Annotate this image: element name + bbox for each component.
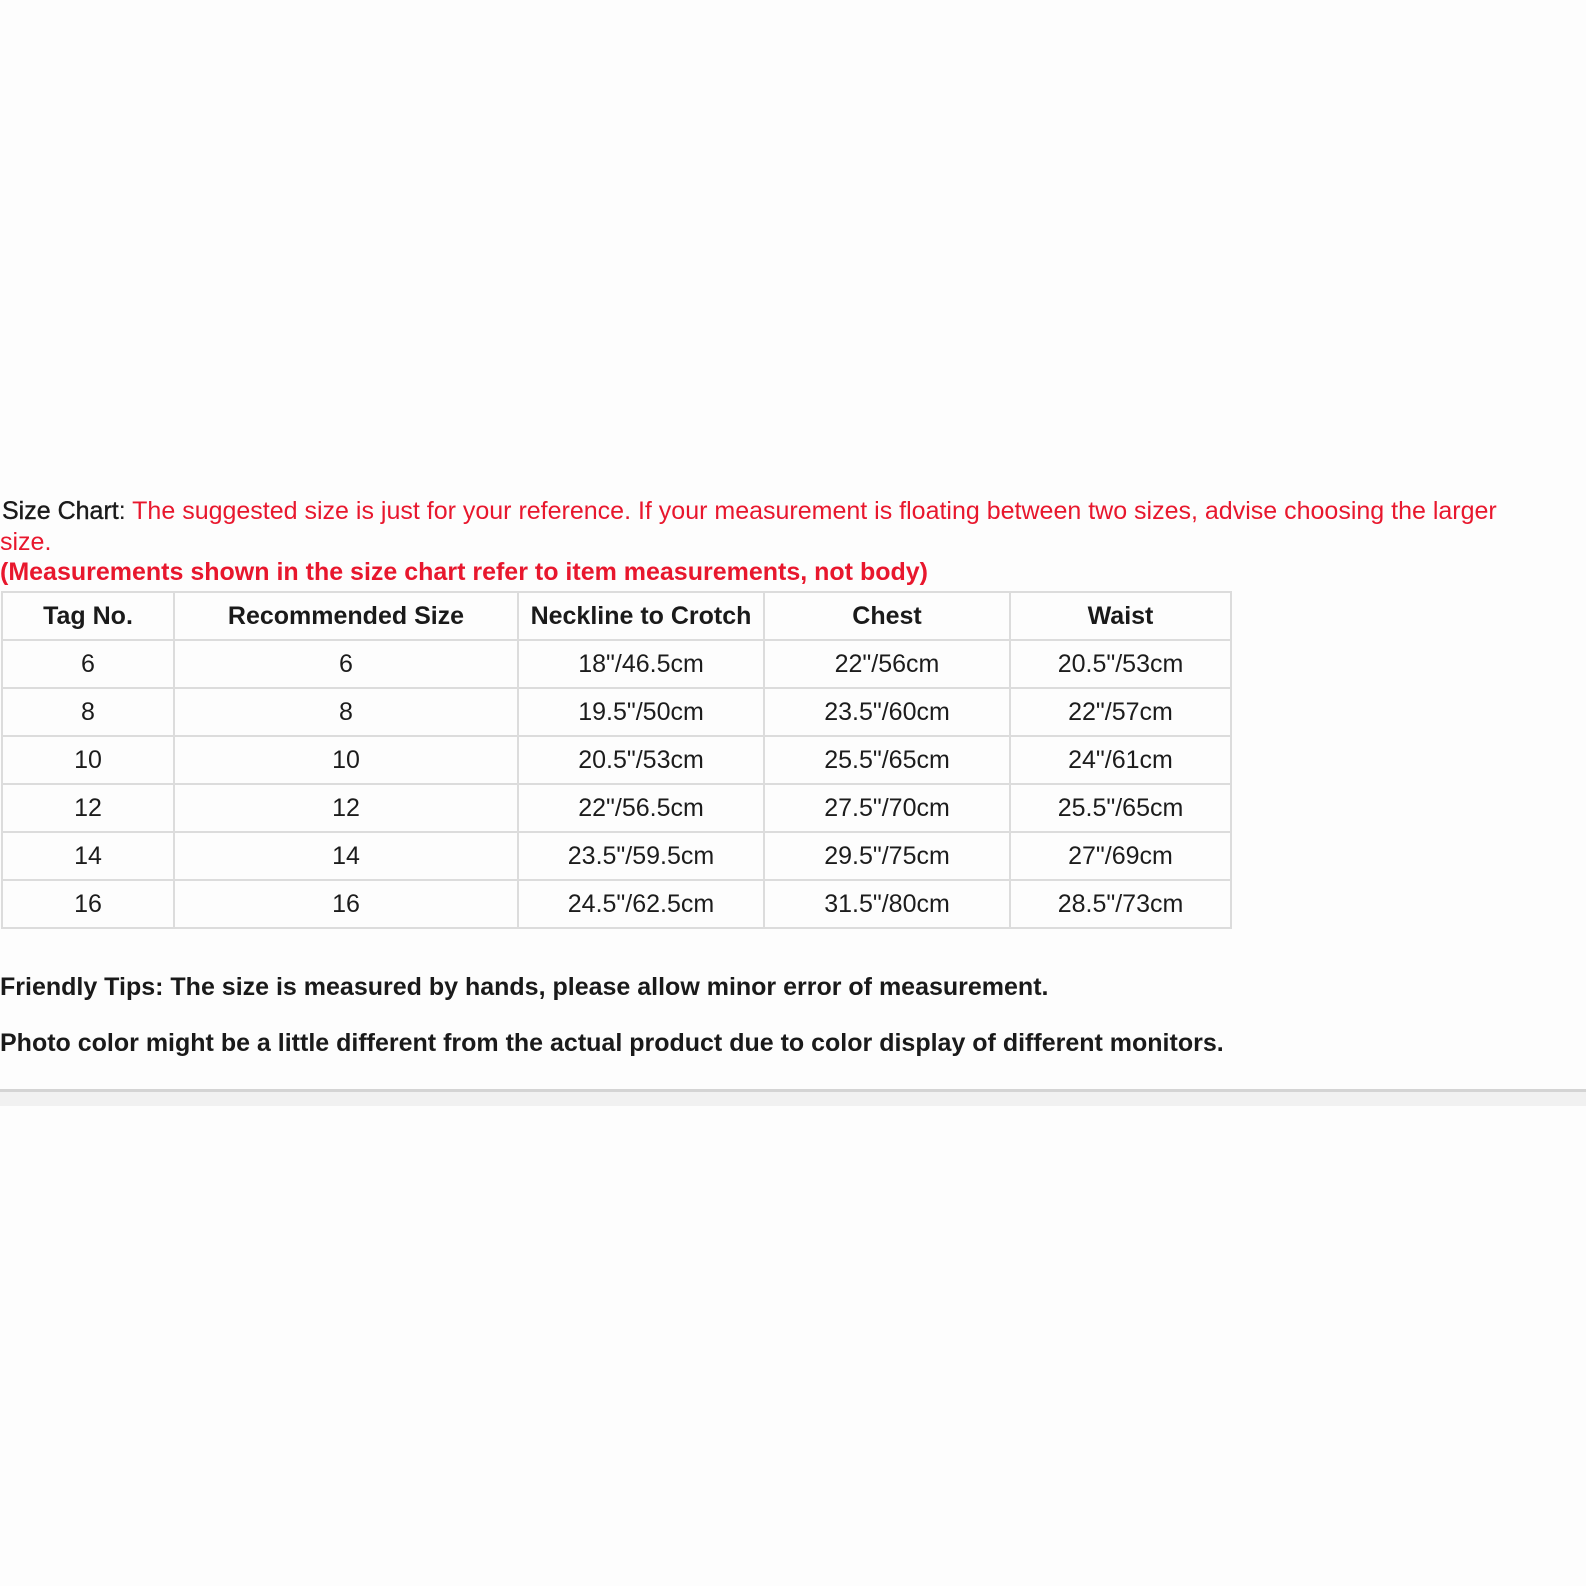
cell-neckline-to-crotch: 22"/56.5cm	[518, 784, 764, 832]
size-chart-advice-continuation: size.	[0, 528, 52, 556]
table-row	[2, 832, 1231, 880]
cell-chest: 31.5"/80cm	[764, 880, 1010, 928]
table-row	[2, 688, 1231, 736]
cell-tag-no: 16	[2, 880, 174, 928]
cell-waist: 25.5"/65cm	[1010, 784, 1231, 832]
cell-tag-no: 12	[2, 784, 174, 832]
table-row	[2, 640, 1231, 688]
cell-chest: 23.5"/60cm	[764, 688, 1010, 736]
cell-recommended-size: 10	[174, 736, 518, 784]
cell-chest: 29.5"/75cm	[764, 832, 1010, 880]
cell-tag-no: 14	[2, 832, 174, 880]
cell-waist: 20.5"/53cm	[1010, 640, 1231, 688]
cell-tag-no: 6	[2, 640, 174, 688]
table-header-row	[2, 592, 1231, 640]
cell-recommended-size: 6	[174, 640, 518, 688]
size-table	[1, 591, 1232, 929]
cell-tag-no: 8	[2, 688, 174, 736]
divider-shadow	[0, 1092, 1586, 1106]
cell-recommended-size: 8	[174, 688, 518, 736]
cell-waist: 28.5"/73cm	[1010, 880, 1231, 928]
cell-waist: 24"/61cm	[1010, 736, 1231, 784]
cell-tag-no: 10	[2, 736, 174, 784]
cell-waist: 22"/57cm	[1010, 688, 1231, 736]
cell-recommended-size: 12	[174, 784, 518, 832]
cell-neckline-to-crotch: 20.5"/53cm	[518, 736, 764, 784]
header-recommended-size: Recommended Size	[174, 592, 518, 640]
cell-neckline-to-crotch: 18"/46.5cm	[518, 640, 764, 688]
size-chart-intro	[0, 496, 1586, 527]
size-chart-advice: The suggested size is just for your reference. If your measurement is floating between two sizes, advise choosing the larger	[125, 497, 1497, 525]
cell-chest: 27.5"/70cm	[764, 784, 1010, 832]
header-tag-no: Tag No.	[2, 592, 174, 640]
cell-recommended-size: 16	[174, 880, 518, 928]
cell-neckline-to-crotch: 24.5"/62.5cm	[518, 880, 764, 928]
size-chart-label: Size Chart	[2, 497, 119, 525]
size-chart-section	[0, 496, 1586, 1058]
cell-chest: 25.5"/65cm	[764, 736, 1010, 784]
cell-neckline-to-crotch: 19.5"/50cm	[518, 688, 764, 736]
cell-recommended-size: 14	[174, 832, 518, 880]
friendly-tips: Friendly Tips: The size is measured by hands, please allow minor error of measurement.	[0, 973, 1049, 1001]
header-neckline-to-crotch: Neckline to Crotch	[518, 592, 764, 640]
cell-chest: 22"/56cm	[764, 640, 1010, 688]
header-waist: Waist	[1010, 592, 1231, 640]
cell-waist: 27"/69cm	[1010, 832, 1231, 880]
table-row	[2, 736, 1231, 784]
header-chest: Chest	[764, 592, 1010, 640]
table-row	[2, 784, 1231, 832]
size-chart-separator: :	[118, 497, 126, 525]
measurement-note: (Measurements shown in the size chart refer to item measurements, not body)	[0, 558, 928, 586]
color-disclaimer: Photo color might be a little different from the actual product due to color display of different monitors.	[0, 1029, 1224, 1057]
cell-neckline-to-crotch: 23.5"/59.5cm	[518, 832, 764, 880]
table-row	[2, 880, 1231, 928]
